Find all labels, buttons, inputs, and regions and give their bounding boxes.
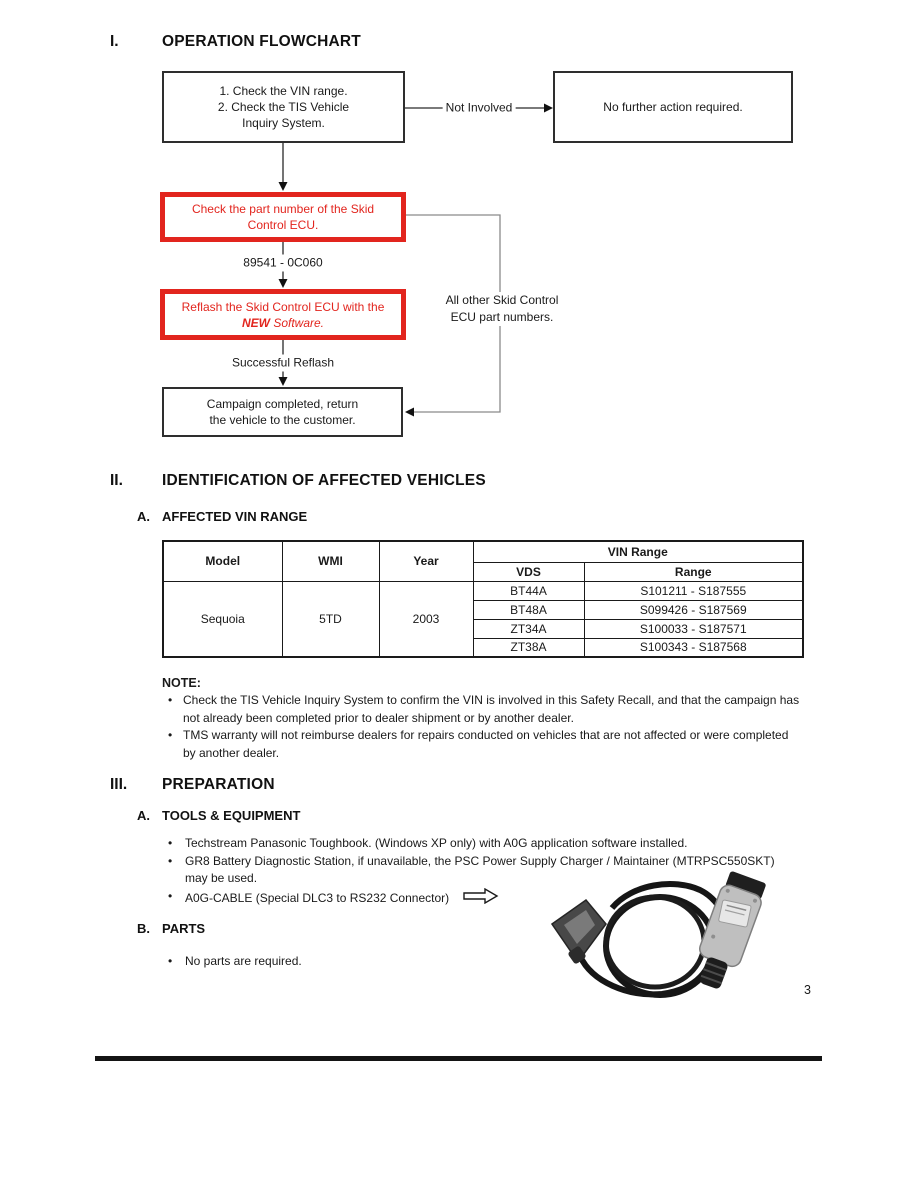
page-number: 3 [804,983,811,997]
check-part-line2: Control ECU. [247,218,319,232]
no-action-box [553,71,793,143]
tool-item-text: GR8 Battery Diagnostic Station, if unavailable, the PSC Power Supply Charger / Maintainer (MTRPSC550SKT) may be used. [185,853,775,885]
note-title: NOTE: [162,676,201,690]
all-other-line1: All other Skid Control [445,293,559,307]
bullet-icon: • [168,693,173,707]
note-bullet [162,727,804,762]
bullet-icon: • [168,836,173,850]
reflash-line1: Reflash the Skid Control ECU with the [181,299,385,314]
successful-reflash-label: Successful Reflash [229,355,337,372]
bullet-icon: • [168,853,173,868]
note-block [162,675,804,762]
tool-item-text: Techstream Panasonic Toughbook. (Windows XP only) with A0G application software installed. [185,836,688,850]
cell-model: Sequoia [163,581,282,657]
campaign-line2: the vehicle to the customer. [209,413,356,427]
subsection-3a-title: TOOLS & EQUIPMENT [162,808,301,823]
cell-wmi: 5TD [282,581,379,657]
cell-range: S101211 - S187555 [584,581,803,600]
cell-vds: BT44A [473,581,584,600]
bullet-icon: • [168,728,173,742]
section-1-numeral: I. [110,33,119,50]
reflash-software-word: Software. [269,315,325,330]
cell-vds: ZT34A [473,619,584,638]
all-other-label [443,292,562,326]
cell-year: 2003 [379,581,473,657]
col-header-year: Year [379,541,473,581]
section-1-title: OPERATION FLOWCHART [162,33,361,50]
verify-box-line2: 2. Check the TIS Vehicle [217,100,350,114]
note-bullet-text: Check the TIS Vehicle Inquiry System to confirm the VIN is involved in this Safety Recall, and that the campaign has not already been completed prior to dealer shipment or by another dealer. [183,693,800,725]
no-action-text: No further action required. [603,100,743,114]
verify-box-line1: 1. Check the VIN range. [219,84,348,98]
subsection-3a-label: A. [137,808,150,823]
verify-eligibility-box [162,71,405,143]
subsection-2a-title: AFFECTED VIN RANGE [162,509,308,524]
col-header-vin-range: VIN Range [473,541,803,562]
section-2-title: IDENTIFICATION OF AFFECTED VEHICLES [162,472,486,489]
subsection-2a-label: A. [137,509,150,524]
reflash-box [160,289,406,340]
flowchart-connectors [0,0,918,460]
col-header-model: Model [163,541,282,581]
bullet-icon: • [168,888,173,903]
bullet-icon: • [168,954,173,968]
section-3-title: PREPARATION [162,776,275,793]
cell-range: S100343 - S187568 [584,638,803,657]
parts-list [163,953,563,971]
tool-item-text: A0G-CABLE (Special DLC3 to RS232 Connector) [185,888,499,908]
reflash-new-word: NEW [241,315,270,330]
campaign-line1: Campaign completed, return [206,397,359,411]
col-header-wmi: WMI [282,541,379,581]
subsection-3b-label: B. [137,921,150,936]
list-item [163,953,563,971]
right-arrow-icon [463,888,499,904]
a0g-cable-image [540,870,780,1010]
col-header-range: Range [584,562,803,581]
check-part-line1: Check the part number of the Skid [191,202,375,216]
cell-range: S100033 - S187571 [584,619,803,638]
subsection-3b-title: PARTS [162,921,206,936]
note-bullet-text: TMS warranty will not reimburse dealers for repairs conducted on vehicles that are not affected or were completed by another dealer. [183,728,789,760]
cell-range: S099426 - S187569 [584,600,803,619]
section-2-numeral: II. [110,472,123,489]
not-involved-label: Not Involved [443,100,516,117]
vin-range-table [162,540,804,658]
section-3-numeral: III. [110,776,128,793]
parts-item-text: No parts are required. [185,954,302,968]
campaign-completed-box [162,387,403,437]
footer-rule [95,1056,822,1061]
list-item [163,835,800,853]
col-header-vds: VDS [473,562,584,581]
all-other-line2: ECU part numbers. [450,310,554,324]
table-row [163,581,803,600]
verify-box-line3: Inquiry System. [242,116,325,130]
part-number-label: 89541 - 0C060 [240,255,325,272]
cell-vds: BT48A [473,600,584,619]
cell-vds: ZT38A [473,638,584,657]
note-bullet [162,692,804,727]
reflash-line2 [165,315,401,331]
check-part-number-box [160,192,406,242]
